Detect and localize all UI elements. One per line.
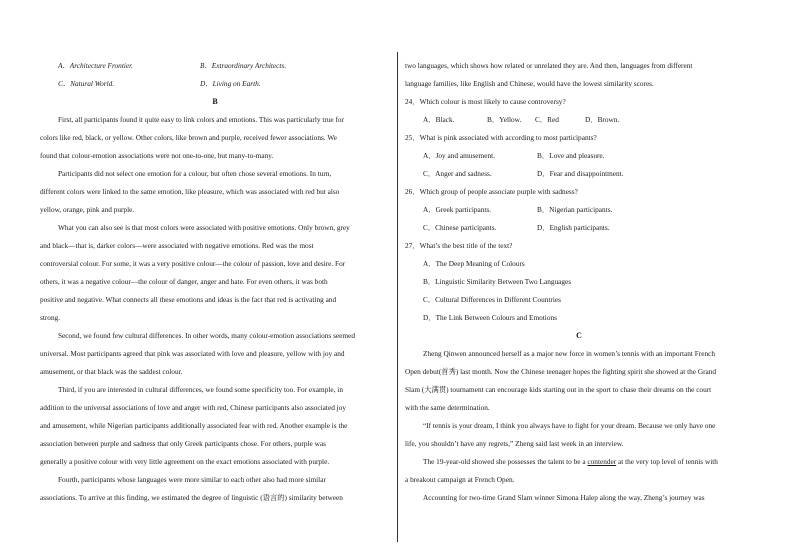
text-line: Third, if you are interested in cultural differences, we found some specificity too. For example, in (58, 385, 343, 394)
underlined-word: contender (587, 457, 617, 466)
text-line: amusement, or that black was the saddest colour. (40, 367, 183, 376)
text-line: Accounting for two-time Grand Slam winner Simona Halep along the way, Zheng’s journey was (423, 493, 705, 502)
text-line (405, 457, 753, 466)
q27-option-c: C．Cultural Differences in Different Countries (423, 295, 561, 304)
text-line: generally a positive colour with very little agreement on the exact emotions associated with purple. (40, 457, 330, 466)
q27-option-a: A．The Deep Meaning of Colours (423, 259, 525, 268)
question-26: 26．Which group of people associate purple with sadness? (405, 187, 578, 196)
text-line: found that colour-emotion associations were not one-to-one, but many-to-many. (40, 151, 274, 160)
text-line: Participants did not select one emotion for a colour, but often chose several emotions. In turn, (58, 169, 332, 178)
q25-option-c: C．Anger and sadness. (423, 169, 492, 178)
section-b-title: B (212, 97, 218, 106)
question-24: 24．Which colour is most likely to cause controversy? (405, 97, 566, 106)
question-27: 27．What’s the best title of the text? (405, 241, 513, 250)
text-line: Zheng Qinwen announced herself as a major new force in women’s tennis with an important French (423, 349, 715, 358)
q25-option-d: D．Fear and disappointment. (537, 169, 624, 178)
q26-option-c: C．Chinese participants. (423, 223, 497, 232)
text-line: life, you shouldn’t have any regrets,” Zheng said last week in an interview. (405, 439, 624, 448)
text-line: “If tennis is your dream, I think you always have to fight for your dream. Because we only have one (423, 421, 716, 430)
text-segment: at the very top level of tennis with (616, 457, 718, 466)
column-divider (397, 52, 398, 542)
text-line: Slam (大满贯) tournament can encourage kids starting out in the sport to chase their dreams on the court (405, 385, 712, 394)
section-c-title: C (576, 331, 582, 340)
q26-option-d: D．English participants. (537, 223, 610, 232)
option-c: C．Natural World. (58, 79, 115, 88)
q25-option-a: A．Joy and amusement. (423, 151, 495, 160)
text-line: universal. Most participants agreed that pink was associated with love and pleasure, yellow with joy and (40, 349, 345, 358)
text-line: different colors were linked to the same emotion, like pleasure, which was associated with red but also (40, 187, 340, 196)
text-line: colors like red, black, or yellow. Other colors, like brown and purple, received fewer associations. We (40, 133, 337, 142)
text-segment: The 19-year-old showed she possesses the talent to be a (423, 457, 588, 466)
text-line: a breakout campaign at French Open. (405, 475, 515, 484)
text-line: yellow, orange, pink and purple. (40, 205, 135, 214)
text-line: and amusement, while Nigerian participants additionally associated fear with red. Another example is the (40, 421, 348, 430)
q25-option-b: B．Love and pleasure. (537, 151, 605, 160)
q24-option-d: D．Brown. (585, 115, 620, 124)
q26-option-a: A．Greek participants. (423, 205, 492, 214)
text-line: others, it was a negative colour—the colour of danger, anger and hate. For even others, it was both (40, 277, 328, 286)
option-a: A．Architecture Frontier. (58, 61, 133, 70)
text-line: Fourth, participants whose languages were more similar to each other also had more similar (58, 475, 326, 484)
text-line: Second, we found few cultural differences. In other words, many colour-emotion associations seemed (58, 331, 355, 340)
text-line: positive and negative. What connects all these emotions and ideas is the fact that red is activating and (40, 295, 337, 304)
text-line: First, all participants found it quite easy to link colors and emotions. This was particularly true for (58, 115, 345, 124)
text-line: strong. (40, 313, 61, 322)
q27-option-b: B．Linguistic Similarity Between Two Languages (423, 277, 572, 286)
text-line: addition to the universal associations of love and anger with red, Chinese participants also associated joy (40, 403, 346, 412)
option-b: B．Extraordinary Architects. (200, 61, 287, 70)
option-d: D．Living on Earth. (200, 79, 261, 88)
q26-option-b: B．Nigerian participants. (537, 205, 613, 214)
text-line: controversial colour. For some, it was a very positive colour—the colour of passion, love and desire. For (40, 259, 346, 268)
q24-option-b: B．Yellow. (487, 115, 522, 124)
text-line: What you can also see is that most colors were associated with positive emotions. Only brown, grey (58, 223, 350, 232)
text-line: association between purple and sadness that only Greek participants chose. For others, purple was (40, 439, 326, 448)
text-line: with the same determination. (405, 403, 490, 412)
text-line: and black—that is, darker colors—were associated with negative emotions. Red was the most (40, 241, 314, 250)
q24-option-a: A．Black. (423, 115, 455, 124)
question-25: 25．What is pink associated with according to most participants? (405, 133, 597, 142)
text-line: associations. To arrive at this finding, we estimated the degree of linguistic (语言的) similarity between (40, 493, 343, 502)
q27-option-d: D．The Link Between Colours and Emotions (423, 313, 557, 322)
text-line: two languages, which shows how related or unrelated they are. And then, languages from different (405, 61, 693, 70)
text-line: Open debut(首秀) last month. Now the Chinese teenager hopes the fighting spirit she showed at the Grand (405, 367, 717, 376)
q24-option-c: C．Red (535, 115, 559, 124)
text-line: language families, like English and Chinese, would have the lowest similarity scores. (405, 79, 654, 88)
